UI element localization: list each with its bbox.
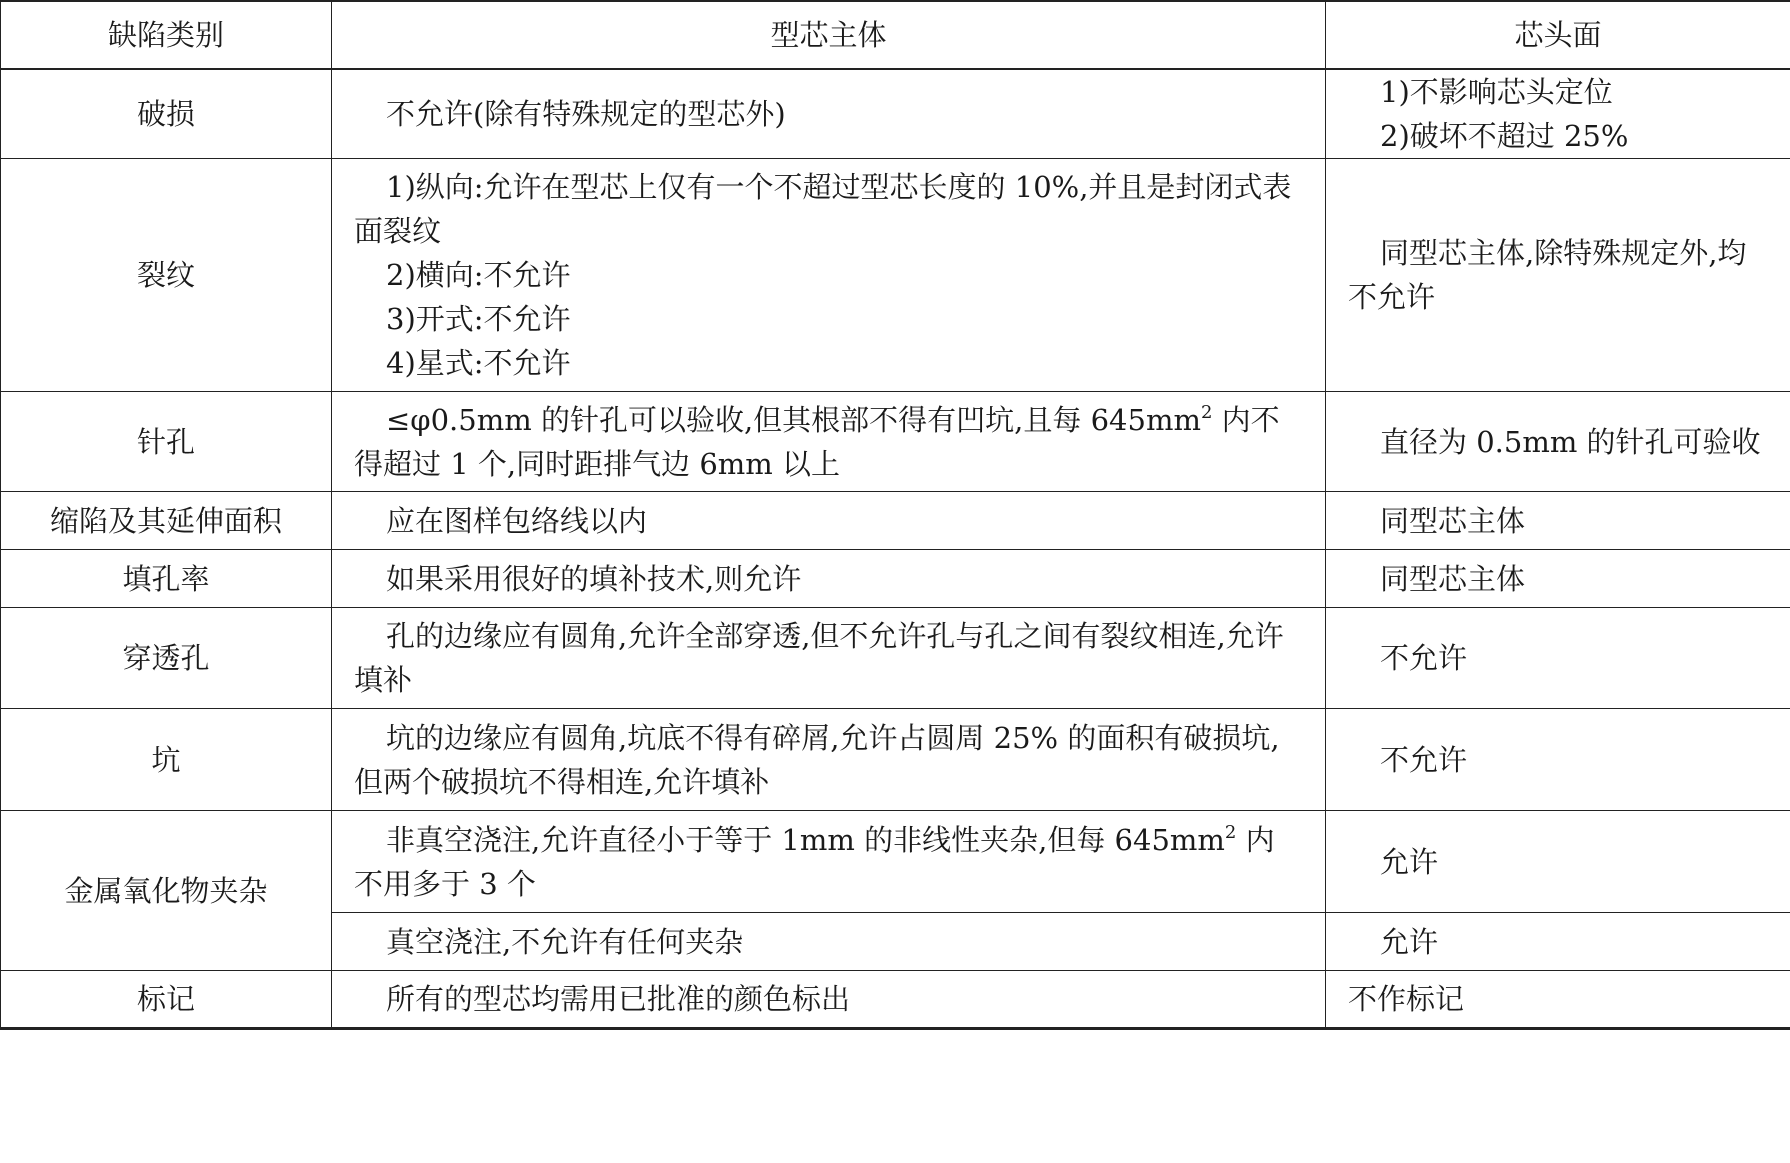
core-print-cell xyxy=(1326,492,1790,550)
table-row xyxy=(1,159,1790,392)
table-row xyxy=(1,709,1790,811)
core-print-cell xyxy=(1326,69,1790,159)
cell-text: 同型芯主体 xyxy=(1380,561,1526,596)
cell-text: 不作标记 xyxy=(1348,982,1465,1016)
cell-text xyxy=(354,818,1303,906)
core-body-cell xyxy=(332,608,1326,709)
core-print-cell xyxy=(1326,971,1790,1029)
core-print-cell xyxy=(1326,913,1790,971)
core-print-cell xyxy=(1326,709,1790,811)
cell-text: 允许 xyxy=(1380,924,1439,959)
text-part: 内不得超过 1 个,同时距排气边 6mm 以上 xyxy=(354,402,1280,481)
category-cell: 金属氧化物夹杂 xyxy=(1,811,332,971)
cell-line: 2)破坏不超过 25% xyxy=(1380,119,1629,153)
category-cell: 标记 xyxy=(1,971,332,1029)
core-body-cell xyxy=(332,709,1326,811)
cell-text xyxy=(354,398,1303,486)
core-body-cell xyxy=(332,392,1326,492)
cell-text: 如果采用很好的填补技术,则允许 xyxy=(386,561,802,596)
category-cell: 针孔 xyxy=(1,392,332,492)
category-cell: 坑 xyxy=(1,709,332,811)
table-row xyxy=(1,492,1790,550)
text-part: 非真空浇注,允许直径小于等于 1mm 的非线性夹杂,但每 645mm xyxy=(386,822,1225,857)
header-core-body: 型芯主体 xyxy=(332,1,1326,69)
core-print-cell xyxy=(1326,608,1790,709)
core-print-cell xyxy=(1326,550,1790,608)
core-body-cell xyxy=(332,971,1326,1029)
core-body-cell xyxy=(332,69,1326,159)
header-category: 缺陷类别 xyxy=(1,1,332,69)
text-part: ≤φ0.5mm 的针孔可以验收,但其根部不得有凹坑,且每 645mm xyxy=(386,402,1201,437)
cell-text: 孔的边缘应有圆角,允许全部穿透,但不允许孔与孔之间有裂纹相连,允许填补 xyxy=(354,619,1284,697)
cell-text: 允许 xyxy=(1380,844,1439,879)
core-body-cell xyxy=(332,159,1326,392)
table-row xyxy=(1,550,1790,608)
table-row xyxy=(1,971,1790,1029)
category-cell: 缩陷及其延伸面积 xyxy=(1,492,332,550)
category-cell: 破损 xyxy=(1,69,332,159)
header-row xyxy=(1,1,1790,69)
category-cell: 裂纹 xyxy=(1,159,332,392)
table-row xyxy=(1,69,1790,159)
header-core-print: 芯头面 xyxy=(1326,1,1790,69)
table-row xyxy=(1,608,1790,709)
cell-text: 真空浇注,不允许有任何夹杂 xyxy=(386,924,744,959)
cell-text: 坑的边缘应有圆角,坑底不得有碎屑,允许占圆周 25% 的面积有破损坑,但两个破损坑不得相连,允许填补 xyxy=(354,720,1280,799)
cell-text: 应在图样包络线以内 xyxy=(386,503,648,538)
cell-text: 不允许 xyxy=(1380,742,1468,777)
cell-line: 2)横向:不允许 xyxy=(386,258,571,292)
cell-text: 不允许(除有特殊规定的型芯外) xyxy=(386,97,786,131)
cell-text: 不允许 xyxy=(1380,641,1468,675)
cell-line: 1)纵向:允许在型芯上仅有一个不超过型芯长度的 10%,并且是封闭式表面裂纹 xyxy=(354,170,1292,248)
core-print-cell xyxy=(1326,811,1790,913)
cell-line: 1)不影响芯头定位 xyxy=(1380,75,1613,109)
core-body-cell xyxy=(332,550,1326,608)
core-body-cell xyxy=(332,913,1326,971)
category-cell: 穿透孔 xyxy=(1,608,332,709)
cell-text: 直径为 0.5mm 的针孔可验收 xyxy=(1380,424,1761,459)
text-part: 内不用多于 3 个 xyxy=(354,822,1275,901)
core-body-cell xyxy=(332,492,1326,550)
cell-line: 4)星式:不允许 xyxy=(386,346,571,380)
table-row xyxy=(1,392,1790,492)
cell-text: 同型芯主体 xyxy=(1380,503,1526,538)
core-print-cell xyxy=(1326,392,1790,492)
core-body-cell xyxy=(332,811,1326,913)
cell-text: 同型芯主体,除特殊规定外,均不允许 xyxy=(1348,236,1747,314)
cell-text: 所有的型芯均需用已批准的颜色标出 xyxy=(386,982,851,1016)
superscript: 2 xyxy=(1224,821,1237,843)
table-row xyxy=(1,811,1790,913)
category-cell: 填孔率 xyxy=(1,550,332,608)
superscript: 2 xyxy=(1200,401,1213,423)
cell-line: 3)开式:不允许 xyxy=(386,302,571,336)
core-print-cell xyxy=(1326,159,1790,392)
